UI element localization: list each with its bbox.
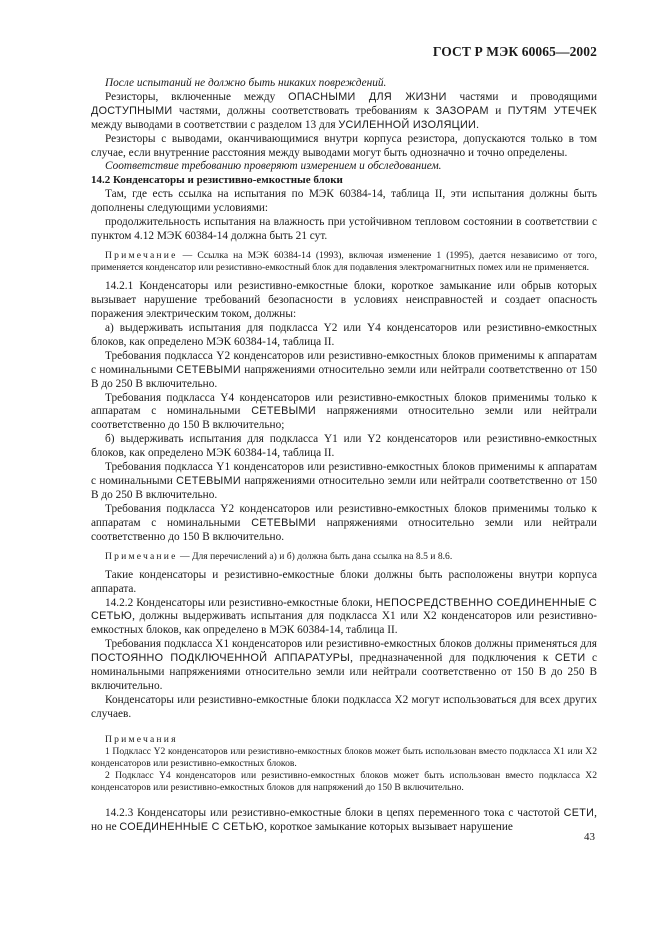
page-number: 43 [584,831,595,843]
paragraph: Требования подкласса X1 конденсаторов или резистивно-емкостных блоков должны применяться для ПОСТОЯННО ПОДКЛЮЧЕННОЙ АППАРАТУРЫ, предназначенной для подключения к СЕТИ с номинальными напряжениями относительно земли или нейтрали соответственно от 150 В до 250 В включительно. [91,638,598,692]
paragraph: После испытаний не должно быть никаких повреждений. [105,77,387,89]
paragraph: продолжительность испытания на влажность при устойчивном тепловом состоянии в соответствии с пунктом 4.12 МЭК 60384-14 должна быть 21 сут. [91,216,597,242]
paragraph: Такие конденсаторы и резистивно-емкостные блоки должны быть расположены внутри корпуса аппарата. [91,568,597,595]
paragraph: а) выдерживать испытания для подкласса Y2 или Y4 конденсаторов или резистивно-емкостных блоков, как определено МЭК 60384-14, таблица II. [91,322,597,348]
paragraph: Требования подкласса Y2 конденсаторов или резистивно-емкостных блоков применимы к аппаратам с номинальными СЕТЕВЫМИ напряжениями относительно земли или нейтрали соответственно от 150 В до 250 В включительно. [91,349,597,390]
paragraph: Конденсаторы или резистивно-емкостные блоки подкласса X2 могут использоваться для всех других случаев. [91,693,597,720]
paragraph: Требования подкласса Y2 конденсаторов или резистивно-емкостных блоков применимы только к аппаратам с номинальными СЕТЕВЫМИ напряжениями относительно земли или нейтрали соответственно до 150 В включительно. [91,502,597,543]
section-heading: 14.2 Конденсаторы и резистивно-емкостные блоки [91,174,343,187]
note-item: 1 Подкласс Y2 конденсаторов или резистивно-емкостных блоков может быть использован вместо подкласса X1 или X2 конденсаторов или резистивно-емкостных блоков. [91,745,597,770]
paragraph: Резисторы, включенные между ОПАСНЫМИ ДЛЯ ЖИЗНИ частями и проводящими ДОСТУПНЫМИ частями, должны соответствовать требованиям к ЗАЗОРАМ и ПУТЯМ УТЕЧЕК между выводами в соответствии с разделом 13 для УСИЛЕННОЙ ИЗОЛЯЦИИ. [91,90,597,131]
paragraph: Резисторы с выводами, оканчивающимися внутри корпуса резистора, допускаются только в том случае, если внутренние расстояния между выводами могут быть однозначно и точно определены. [91,132,597,159]
paragraph: 14.2.3 Конденсаторы или резистивно-емкостные блоки в цепях переменного тока с частотой СЕТИ, но не СОЕДИНЕННЫЕ С СЕТЬЮ, короткое замыкание которых вызывает нарушение [91,806,597,833]
notes-block [91,734,597,795]
page-body [91,77,597,835]
note-item: 2 Подкласс Y4 конденсаторов или резистивно-емкостных блоков может быть использован вместо подкласса X2 конденсаторов или резистивно-емкостных блоков для напряжений до 150 В включительно. [91,770,597,794]
paragraph: Соответствие требованию проверяют измерением и обследованием. [105,160,442,173]
note: Примечание — Для перечислений а) и б) должна быть дана ссылка на 8.5 и 8.6. [105,550,453,562]
paragraph: Там, где есть ссылка на испытания по МЭК 60384-14, таблица II, эти испытания должны быть дополнены следующими условиями: [91,188,597,215]
note: Примечание — Ссылка на МЭК 60384-14 (1993), включая изменение 1 (1995), дается независимо от того, применяется конденсатор или резистивно-емкостный блок для подавления электромагнитных помех или не применяется. [91,249,597,274]
paragraph: б) выдерживать испытания для подкласса Y1 или Y2 конденсаторов или резистивно-емкостных блоков, как определено МЭК 60384-14, таблица II. [91,433,597,460]
paragraph: 14.2.1 Конденсаторы или резистивно-емкостные блоки, короткое замыкание или обрыв которых вызывает нарушение требований безопасности в условиях неисправностей и создает опасность поражения электрическим током, должны: [91,280,597,321]
note-label: Примечание [105,550,178,562]
note-label: Примечание [105,249,178,261]
paragraph: 14.2.2 Конденсаторы или резистивно-емкостные блоки, НЕПОСРЕДСТВЕННО СОЕДИНЕННЫЕ С СЕТЬЮ, должны выдерживать испытания для подкласса X1 или X2 конденсаторов или резистивно-емкостных блоков, как определено в МЭК 60384-14, таблица II. [91,596,597,637]
standard-header: ГОСТ Р МЭК 60065—2002 [432,44,597,59]
notes-label: Примечания [105,733,178,745]
paragraph: Требования подкласса Y4 конденсаторов или резистивно-емкостных блоков применимы только к аппаратам с номинальными СЕТЕВЫМИ напряжениями относительно земли или нейтрали соответственно до 150 В включительно; [91,391,597,432]
paragraph: Требования подкласса Y1 конденсаторов или резистивно-емкостных блоков применимы к аппаратам с номинальными СЕТЕВЫМИ напряжениями относительно земли или нейтрали соответственно от 150 В до 250 В включительно. [91,461,597,501]
